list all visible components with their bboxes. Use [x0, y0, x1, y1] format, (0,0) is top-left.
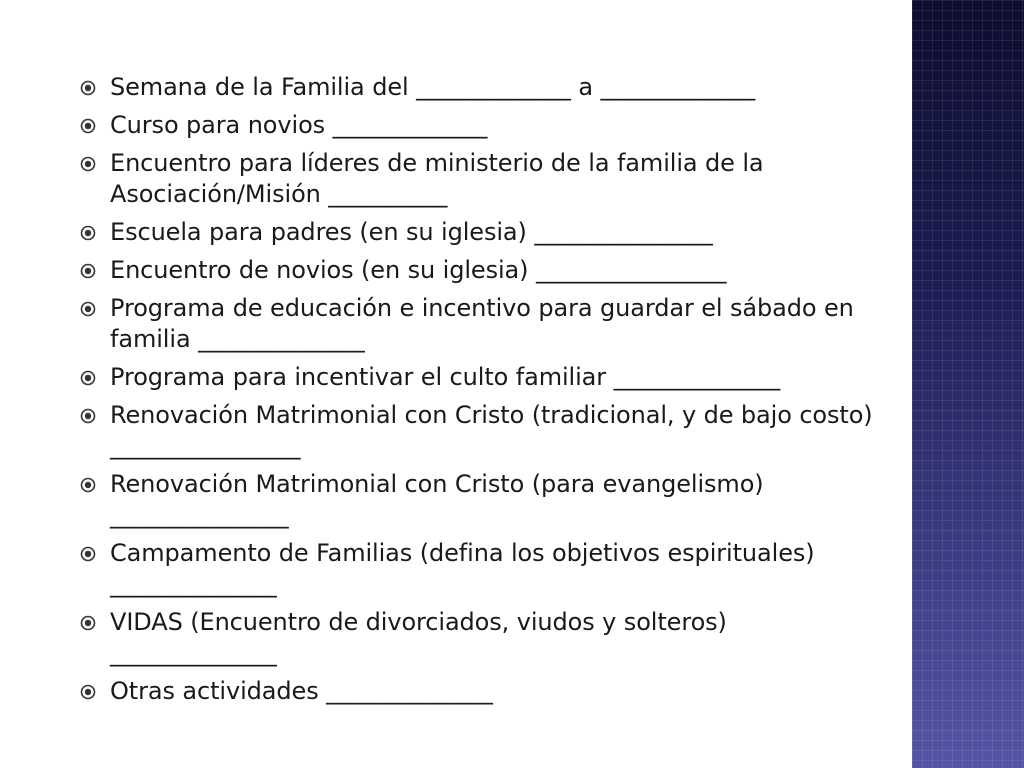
bullet-list-container [80, 72, 880, 714]
circled-dot-icon [80, 615, 96, 631]
list-item [80, 293, 880, 355]
decorative-side-panel [912, 0, 1024, 768]
list-item [80, 400, 880, 462]
list-item-text: Semana de la Familia del _____________ a _____________ [110, 73, 756, 101]
list-item-text: VIDAS (Encuentro de divorciados, viudos y solteros) ______________ [110, 608, 727, 667]
circled-dot-icon [80, 546, 96, 562]
list-item-text: Curso para novios _____________ [110, 111, 488, 139]
list-item [80, 607, 880, 669]
list-item [80, 148, 880, 210]
circled-dot-icon [80, 263, 96, 279]
list-item [80, 676, 880, 707]
list-item-text: Programa para incentivar el culto familiar ______________ [110, 363, 781, 391]
list-item [80, 255, 880, 286]
list-item [80, 110, 880, 141]
circled-dot-icon [80, 301, 96, 317]
list-item [80, 538, 880, 600]
circled-dot-icon [80, 477, 96, 493]
list-item-text: Renovación Matrimonial con Cristo (para evangelismo) _______________ [110, 470, 764, 529]
circled-dot-icon [80, 408, 96, 424]
bullet-list [80, 72, 880, 707]
circled-dot-icon [80, 80, 96, 96]
list-item-text: Campamento de Familias (defina los objetivos espirituales) ______________ [110, 539, 815, 598]
list-item-text: Escuela para padres (en su iglesia) _______________ [110, 218, 713, 246]
circled-dot-icon [80, 684, 96, 700]
list-item-text: Otras actividades ______________ [110, 677, 493, 705]
circled-dot-icon [80, 156, 96, 172]
list-item-text: Renovación Matrimonial con Cristo (tradicional, y de bajo costo) ________________ [110, 401, 873, 460]
list-item [80, 362, 880, 393]
circled-dot-icon [80, 118, 96, 134]
grid-pattern [912, 0, 1024, 768]
circled-dot-icon [80, 370, 96, 386]
list-item [80, 469, 880, 531]
list-item-text: Programa de educación e incentivo para guardar el sábado en familia ______________ [110, 294, 854, 353]
list-item [80, 72, 880, 103]
list-item-text: Encuentro de novios (en su iglesia) ________________ [110, 256, 727, 284]
list-item [80, 217, 880, 248]
circled-dot-icon [80, 225, 96, 241]
list-item-text: Encuentro para líderes de ministerio de la familia de la Asociación/Misión __________ [110, 149, 764, 208]
